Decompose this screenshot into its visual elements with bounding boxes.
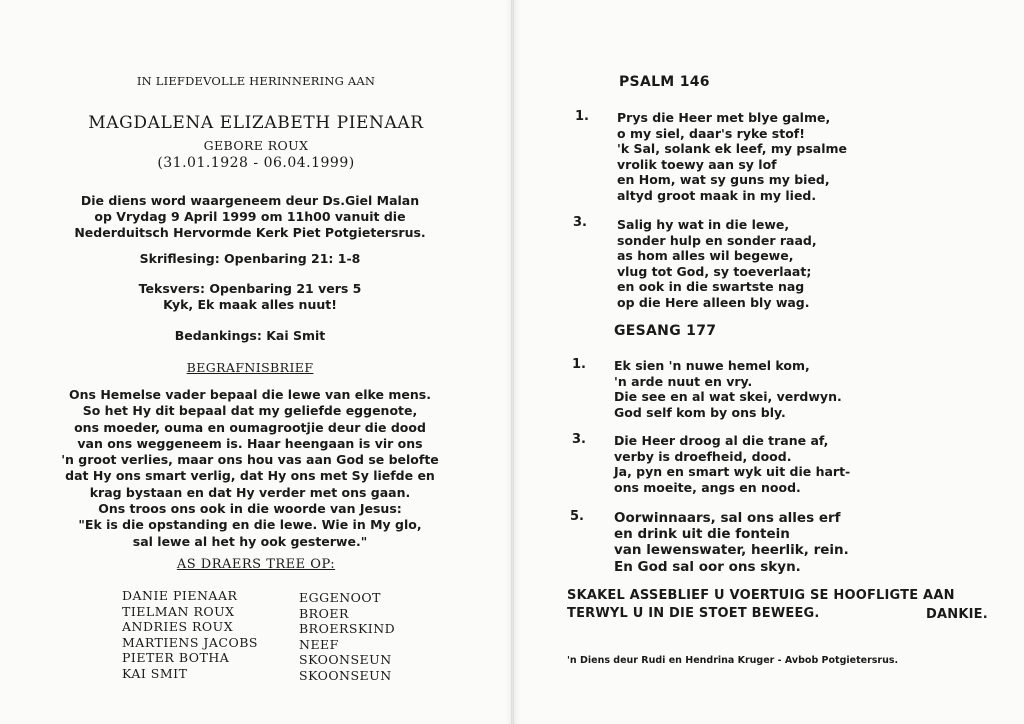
pallbearer-relation: EGGENOOT <box>299 590 381 605</box>
headlights-notice: SKAKEL ASSEBLIEF U VOERTUIG SE HOOFLIGTE AAN <box>567 588 955 603</box>
verse-number: 5. <box>570 509 584 524</box>
pallbearer-relations <box>299 590 395 683</box>
letter-line: krag bystaan en dat Hy verder met ons gaan. <box>89 484 411 500</box>
verse-line: en drink uit die fontein <box>614 526 790 543</box>
funeral-letter <box>0 387 500 550</box>
verse-number: 1. <box>572 357 586 372</box>
letter-line: Ons troos ons ook in die woorde van Jesus: <box>98 501 402 517</box>
letter-line: "Ek is die opstanding en die lewe. Wie in My glo, <box>78 517 422 533</box>
pallbearer-relation: BROERSKIND <box>299 621 396 636</box>
verse-number: 1. <box>575 109 589 124</box>
verse-line: God self kom by ons bly. <box>614 404 786 420</box>
verse-line: Ek sien 'n nuwe hemel kom, <box>614 358 810 373</box>
verse-line: van lewenswater, heerlik, rein. <box>614 542 849 559</box>
text-verse-line: Teksvers: Openbaring 21 vers 5 <box>138 281 362 296</box>
hymn-verse <box>614 433 850 495</box>
verse-line: 'n arde nuut en vry. <box>614 373 753 389</box>
hymn-verse <box>614 510 849 575</box>
verse-line: altyd groot maak in my lied. <box>617 187 817 203</box>
pallbearer-name: KAI SMIT <box>122 665 188 681</box>
verse-line: verby is droefheid, dood. <box>614 448 792 464</box>
pallbearer-name: PIETER BOTHA <box>122 650 230 665</box>
verse-line: En God sal oor ons skyn. <box>614 558 801 575</box>
pallbearer-relation: NEEF <box>299 636 339 652</box>
verse-line: en Hom, wat sy guns my bied, <box>617 172 830 188</box>
hymn-verse <box>614 358 842 420</box>
verse-line: 'k Sal, solank ek leef, my psalme <box>617 141 847 157</box>
text-verse-line: Kyk, Ek maak alles nuut! <box>163 297 337 312</box>
verse-line: Prys die Heer met blye galme, <box>617 110 831 125</box>
letter-line: dat Hy ons smart verlig, dat Hy ons met Sy liefde en <box>65 468 435 484</box>
verse-line: o my siel, daar's ryke stof! <box>617 125 805 141</box>
letter-line: 'n groot verlies, maar ons hou vas aan God se belofte <box>61 452 439 468</box>
pallbearer-names <box>122 588 258 681</box>
funeral-letter-title: BEGRAFNISBRIEF <box>186 360 314 375</box>
memorial-heading: IN LIEFDEVOLLE HERINNERING AAN <box>136 74 376 88</box>
verse-line: op die Here alleen bly wag. <box>617 294 810 310</box>
headlights-notice: TERWYL U IN DIE STOET BEWEEG. <box>567 606 820 621</box>
verse-line: Salig hy wat in die lewe, <box>617 217 790 232</box>
service-details <box>0 193 500 241</box>
verse-number: 3. <box>572 432 586 447</box>
life-dates: (31.01.1928 - 06.04.1999) <box>157 155 355 171</box>
thank-you-text: DANKIE. <box>926 607 988 622</box>
psalm-verse <box>617 217 817 311</box>
letter-line: ons moeder, ouma en oumagrootjie deur die dood <box>74 419 426 435</box>
page-fold <box>511 0 514 724</box>
verse-line: sonder hulp en sonder raad, <box>617 232 817 248</box>
hymn-title: GESANG 177 <box>614 323 717 339</box>
pallbearer-name: MARTIENS JACOBS <box>122 634 258 650</box>
verse-number: 3. <box>573 215 587 230</box>
verse-line: en ook in die swartste nag <box>617 279 805 295</box>
pallbearer-relation: BROER <box>299 605 349 621</box>
letter-line: van ons weggeneem is. Haar heengaan is vir ons <box>77 435 423 451</box>
deceased-name: MAGDALENA ELIZABETH PIENAAR <box>88 113 424 133</box>
pallbearer-relation: SKOONSEUN <box>299 667 392 683</box>
verse-line: Ja, pyn en smart wyk uit die hart- <box>614 464 851 480</box>
service-line: Die diens word waargeneem deur Ds.Giel Malan <box>80 193 420 208</box>
verse-line: as hom alles wil begewe, <box>617 248 794 264</box>
pallbearer-name: DANIE PIENAAR <box>122 588 238 603</box>
service-line: Nederduitsch Hervormde Kerk Piet Potgietersrus. <box>74 225 426 240</box>
letter-line: So het Hy dit bepaal dat my geliefde eggenote, <box>82 403 418 419</box>
verse-line: ons moeite, angs en nood. <box>614 479 801 495</box>
verse-line: Oorwinnaars, sal ons alles erf <box>614 510 841 526</box>
scripture-reading: Skriflesing: Openbaring 21: 1-8 <box>139 251 361 266</box>
pallbearer-relation: SKOONSEUN <box>299 652 392 667</box>
letter-line: Ons Hemelse vader bepaal die lewe van elke mens. <box>69 387 431 402</box>
funeral-service-credit: 'n Diens deur Rudi en Hendrina Kruger - Avbob Potgietersrus. <box>567 655 899 666</box>
service-line: op Vrydag 9 April 1999 om 11h00 vanuit die <box>94 209 406 224</box>
pallbearers-title: AS DRAERS TREE OP: <box>176 557 336 572</box>
acknowledgements: Bedankings: Kai Smit <box>174 328 326 343</box>
pallbearer-name: TIELMAN ROUX <box>122 603 235 619</box>
psalm-title: PSALM 146 <box>619 74 710 90</box>
verse-line: vlug tot God, sy toeverlaat; <box>617 263 812 279</box>
letter-line: sal lewe al het hy ook gesterwe." <box>132 533 368 549</box>
maiden-name: GEBORE ROUX <box>203 138 309 153</box>
verse-line: vrolik toewy aan sy lof <box>617 156 777 172</box>
text-verse <box>0 281 500 313</box>
psalm-verse <box>617 110 847 204</box>
verse-line: Die Heer droog al die trane af, <box>614 433 829 448</box>
pallbearer-name: ANDRIES ROUX <box>122 619 234 634</box>
verse-line: Die see en al wat skei, verdwyn. <box>614 389 842 405</box>
